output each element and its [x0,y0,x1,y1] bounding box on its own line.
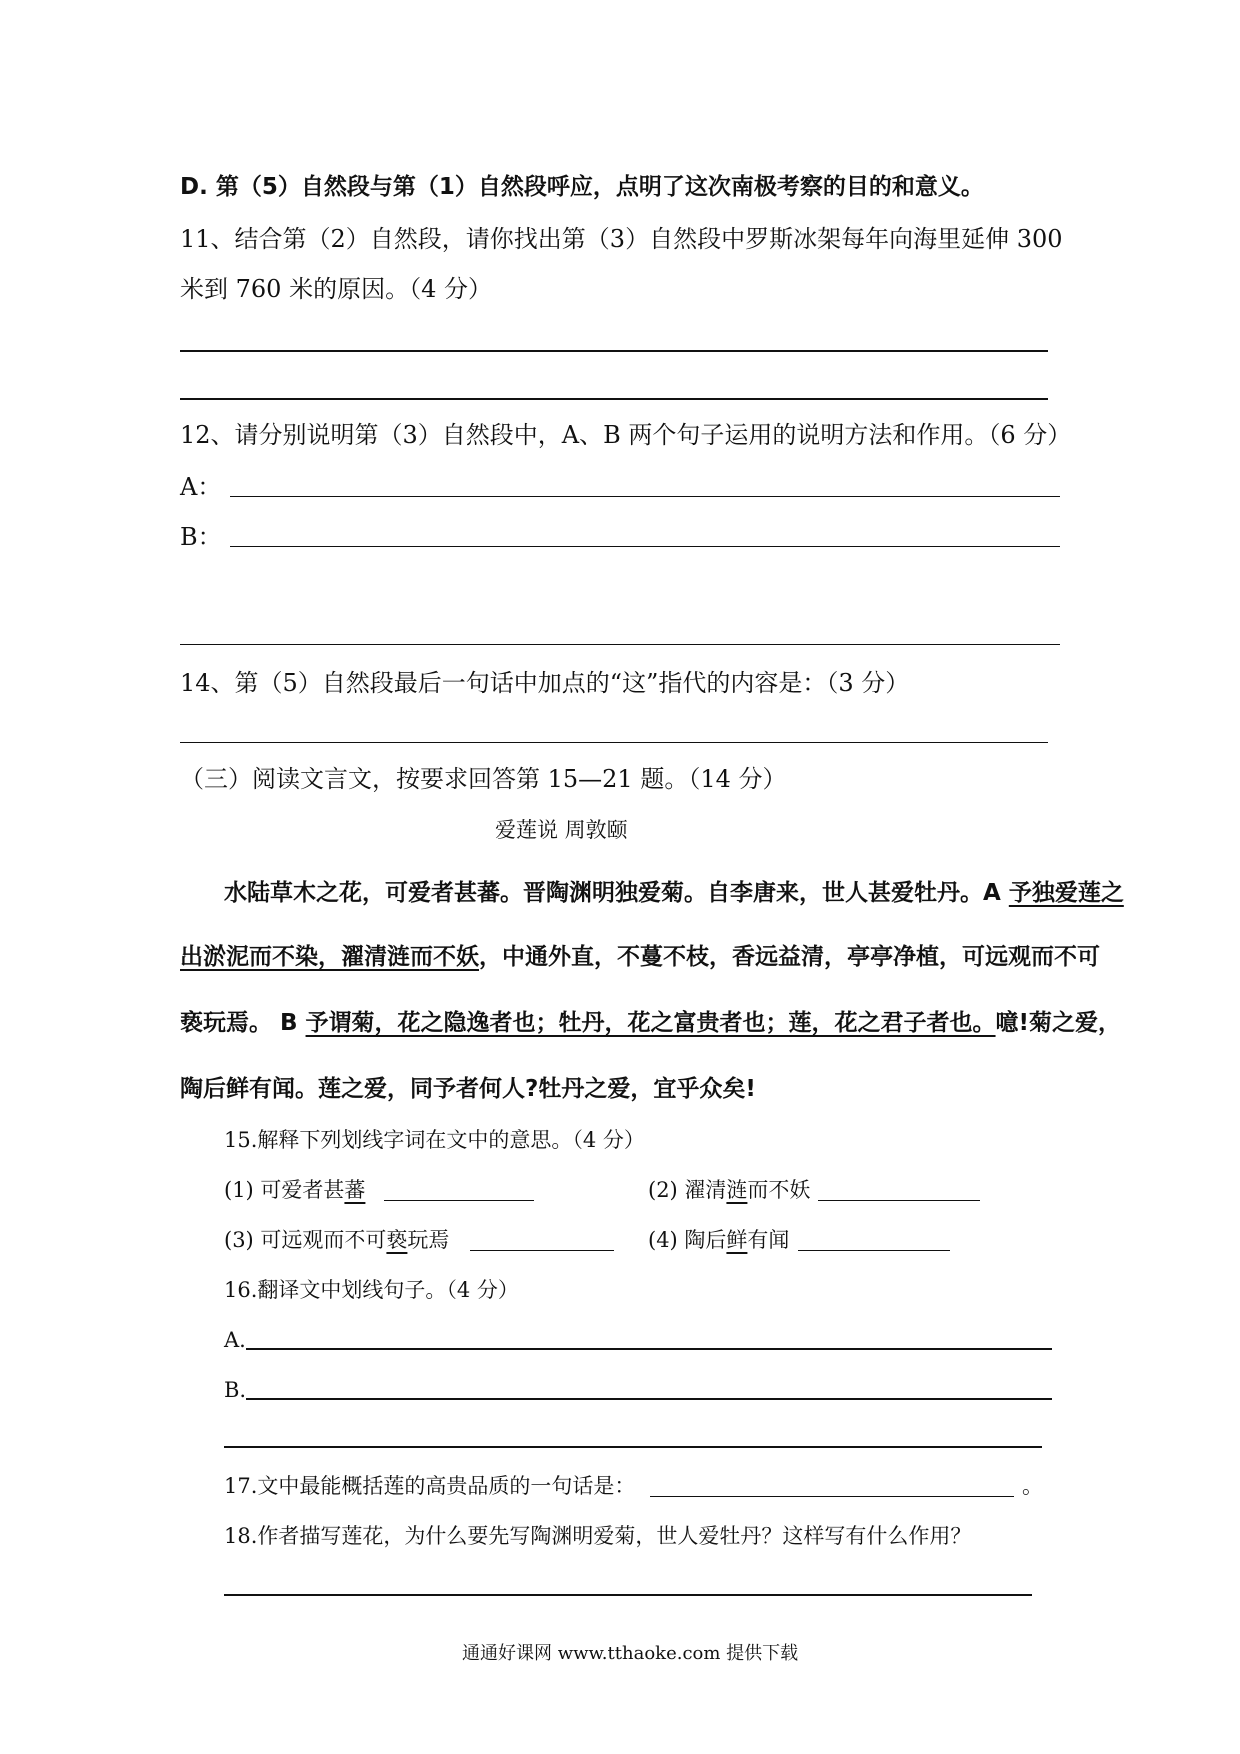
q15-text: 15.解释下列划线字词在文中的意思。（4 分） [224,1128,645,1152]
section3-heading: （三）阅读文言文，按要求回答第 15—21 题。（14 分） [180,765,787,793]
q15-item-4 [648,1226,789,1254]
q16-text: 16.翻译文中划线句子。（4 分） [224,1278,519,1302]
q15-item-3-word: 亵 [386,1228,408,1252]
q15-item-3-text: (3) 可远观而不可 [224,1228,387,1252]
q15-item-1-text: (1) 可爱者甚 [224,1178,345,1202]
q18-text: 18.作者描写莲花，为什么要先写陶渊明爱菊，世人爱牡丹？这样写有什么作用？ [224,1524,972,1548]
q18-answer-line[interactable] [224,1594,1032,1596]
q15-item-3-answer-line[interactable] [470,1250,614,1251]
q16-b-label: B. [224,1378,247,1402]
passage-title: 爱莲说 周敦颐 [495,818,628,842]
q15-item-2-text: (2) 濯清 [648,1178,727,1202]
q15-item-4-text: (4) 陶后 [648,1228,727,1252]
q16-b-answer-line-2[interactable] [224,1446,1042,1448]
q16-a-label: A. [224,1328,246,1352]
q15-item-3-text-end: 玩焉 [407,1228,450,1252]
q12-a-answer-line[interactable] [230,496,1060,497]
q11-text-line2: 米到 760 米的原因。（4 分） [180,275,492,303]
passage-line-1-text: 水陆草木之花，可爱者甚蕃。晋陶渊明独爱菊。自李唐来，世人甚爱牡丹。A [224,880,1009,906]
q15-item-4-answer-line[interactable] [798,1250,950,1251]
q17-text: 17.文中最能概括莲的高贵品质的一句话是： [224,1474,636,1498]
q13-answer-line[interactable] [180,644,1060,645]
q12-b-label: B： [180,523,222,551]
q15-item-3 [224,1226,449,1254]
q15-item-2 [648,1176,810,1204]
q17-answer-line[interactable] [650,1496,1014,1497]
q10-option-d: D. 第（5）自然段与第（1）自然段呼应，点明了这次南极考察的目的和意义。 [180,174,984,200]
passage-line-3-text: 亵玩焉。 B [180,1010,306,1036]
q15-item-1 [224,1176,365,1204]
passage-line-4: 陶后鲜有闻。莲之爱，同予者何人?牡丹之爱，宜乎众矣! [180,1076,756,1102]
sentence-b: 予谓菊，花之隐逸者也；牡丹，花之富贵者也；莲，花之君子者也。 [305,1010,996,1036]
passage-line-1 [224,874,1124,907]
passage-line-3-end: 噫!菊之爱， [995,1010,1122,1036]
q12-a-label: A： [180,473,222,501]
passage-line-2 [180,938,1100,971]
q15-item-2-text-end: 而不妖 [747,1178,811,1202]
q15-item-4-text-end: 有闻 [747,1228,790,1252]
q14-text: 14、第（5）自然段最后一句话中加点的“这”指代的内容是：（3 分） [180,669,910,697]
passage-line-2-text: ，中通外直，不蔓不枝，香远益清，亭亭净植，可远观而不可 [479,944,1100,970]
passage-line-3 [180,1004,1121,1037]
q14-answer-line[interactable] [180,742,1048,743]
q11-answer-line-1[interactable] [180,350,1048,352]
q11-text-line1: 11、结合第（2）自然段，请你找出第（3）自然段中罗斯冰架每年向海里延伸 300 [180,225,1063,253]
q12-b-answer-line[interactable] [230,546,1060,547]
q17-end-mark: 。 [1022,1474,1043,1498]
q15-item-4-word: 鲜 [726,1228,748,1252]
sentence-a-part2: 出淤泥而不染，濯清涟而不妖 [180,944,479,970]
q11-answer-line-2[interactable] [180,398,1048,400]
q15-item-1-word: 蕃 [344,1178,366,1202]
q15-item-1-answer-line[interactable] [384,1200,534,1201]
q16-a-answer-line[interactable] [246,1348,1052,1350]
q15-item-2-answer-line[interactable] [818,1200,980,1201]
sentence-a-part1: 予独爱莲之 [1008,880,1124,906]
q15-item-2-word: 涟 [726,1178,748,1202]
q12-text: 12、请分别说明第（3）自然段中，A、B 两个句子运用的说明方法和作用。（6 分） [180,421,1072,449]
page-footer: 通通好课网 www.tthaoke.com 提供下载 [462,1643,799,1664]
q16-b-answer-line[interactable] [246,1398,1052,1400]
